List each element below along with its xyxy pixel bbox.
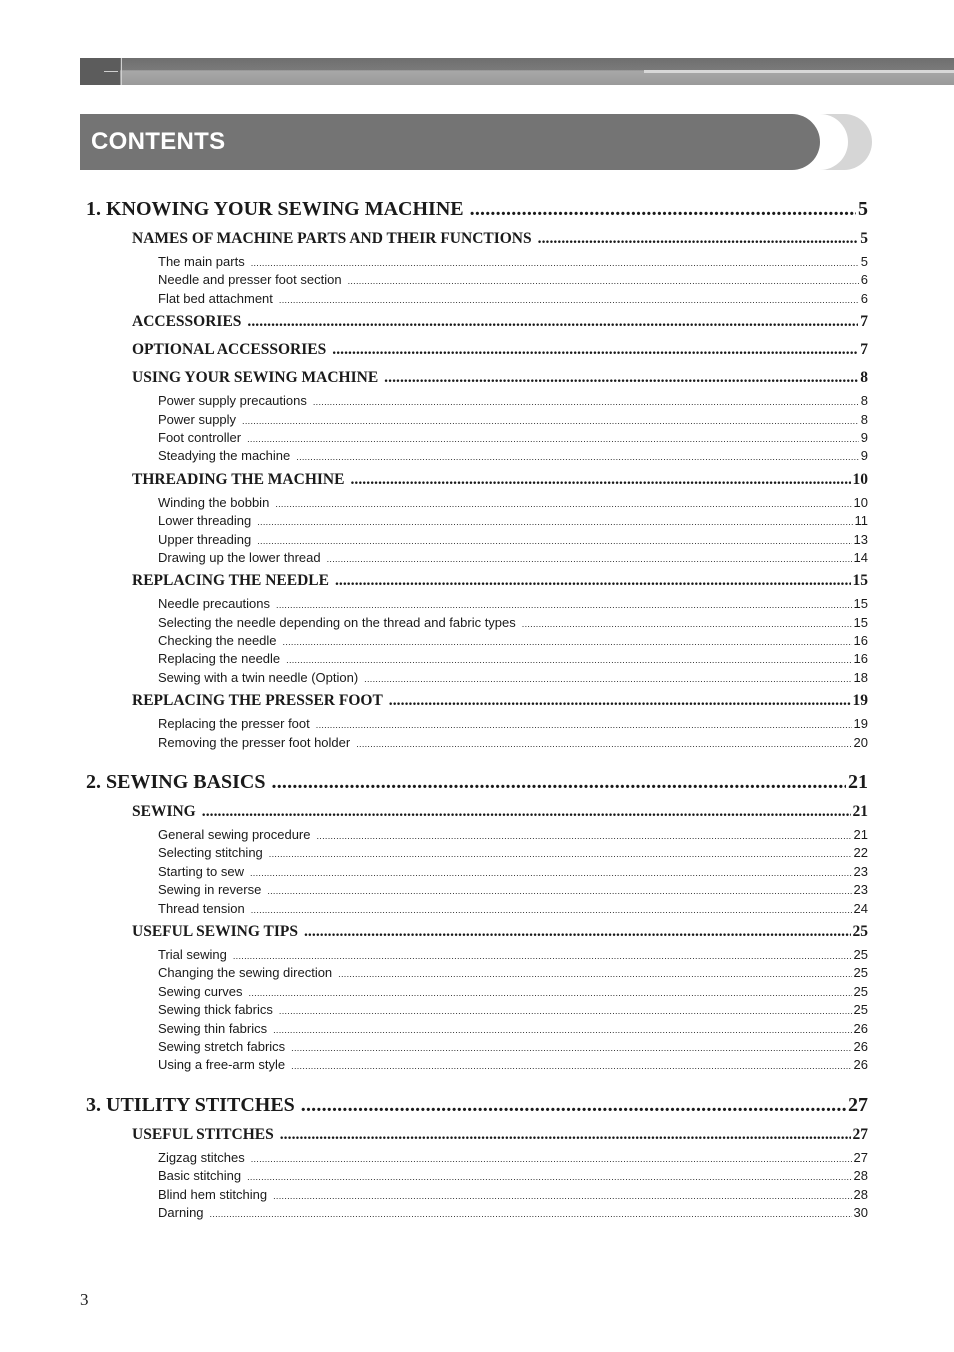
dot-leader bbox=[338, 969, 851, 979]
toc-item-title: Needle and presser foot section bbox=[158, 272, 342, 288]
toc-section[interactable] bbox=[86, 1126, 868, 1150]
toc-item-title: Foot controller bbox=[158, 429, 242, 445]
toc-section[interactable] bbox=[86, 923, 868, 947]
dot-leader bbox=[283, 637, 852, 647]
toc-item-page: 9 bbox=[860, 429, 868, 445]
toc-section[interactable] bbox=[86, 313, 868, 337]
toc-item-title: Replacing the needle bbox=[158, 651, 281, 667]
toc-item[interactable] bbox=[86, 651, 868, 669]
toc-item[interactable] bbox=[86, 412, 868, 430]
toc-section-title: USEFUL SEWING TIPS bbox=[132, 922, 298, 940]
dot-leader bbox=[202, 803, 851, 821]
toc-item[interactable] bbox=[86, 550, 868, 568]
toc-item-page: 20 bbox=[853, 734, 868, 750]
toc-item-page: 26 bbox=[853, 1038, 868, 1054]
page-title: CONTENTS bbox=[91, 128, 226, 155]
toc-item[interactable] bbox=[86, 1039, 868, 1057]
toc-section-title: REPLACING THE NEEDLE bbox=[132, 572, 329, 590]
toc-item-title: Flat bed attachment bbox=[158, 290, 273, 306]
toc-item-title: The main parts bbox=[158, 254, 245, 269]
toc-item-page: 28 bbox=[853, 1168, 868, 1184]
table-of-contents bbox=[86, 198, 868, 1223]
toc-item-page: 13 bbox=[853, 531, 868, 547]
dot-leader bbox=[273, 1025, 851, 1035]
toc-item-title: Sewing thick fabrics bbox=[158, 1002, 273, 1018]
toc-item-page: 19 bbox=[853, 716, 868, 732]
toc-item[interactable] bbox=[86, 947, 868, 965]
toc-section-title: ACCESSORIES bbox=[132, 313, 242, 331]
toc-section-title: SEWING bbox=[132, 803, 196, 821]
toc-section-page: 7 bbox=[860, 313, 868, 331]
toc-item-title: Upper threading bbox=[158, 531, 252, 547]
toc-chapter-page: 21 bbox=[848, 771, 868, 794]
dot-leader bbox=[313, 397, 859, 407]
dot-leader bbox=[350, 471, 850, 489]
toc-item-page: 10 bbox=[853, 494, 868, 510]
dot-leader bbox=[335, 572, 851, 590]
dot-leader bbox=[389, 692, 851, 710]
toc-chapter-page: 27 bbox=[848, 1093, 868, 1116]
toc-item-page: 21 bbox=[853, 827, 868, 843]
dot-leader bbox=[247, 1172, 851, 1182]
toc-item-title: Thread tension bbox=[158, 900, 245, 916]
toc-item-page: 14 bbox=[853, 549, 868, 565]
dot-leader bbox=[247, 313, 858, 331]
dot-leader bbox=[279, 295, 859, 305]
toc-item-page: 15 bbox=[853, 614, 868, 630]
dot-leader bbox=[291, 1061, 851, 1071]
top-bar-highlight-line bbox=[644, 70, 954, 73]
dot-leader bbox=[327, 554, 852, 564]
dot-leader bbox=[251, 258, 859, 268]
toc-section-title: USING YOUR SEWING MACHINE bbox=[132, 369, 379, 387]
toc-item-page: 25 bbox=[853, 983, 868, 999]
toc-item[interactable] bbox=[86, 1057, 868, 1075]
dot-leader bbox=[384, 369, 858, 387]
toc-section-title: OPTIONAL ACCESSORIES bbox=[132, 341, 327, 359]
toc-item[interactable] bbox=[86, 254, 868, 272]
dot-leader bbox=[286, 655, 851, 665]
toc-item-page: 11 bbox=[854, 513, 868, 529]
toc-item-title: General sewing procedure bbox=[158, 827, 311, 843]
toc-section-page: 27 bbox=[852, 1125, 868, 1143]
toc-item-title: Sewing curves bbox=[158, 983, 243, 999]
dot-leader bbox=[272, 771, 846, 794]
toc-item-page: 16 bbox=[853, 633, 868, 649]
toc-item[interactable] bbox=[86, 272, 868, 290]
dot-leader bbox=[273, 1191, 851, 1201]
toc-section[interactable] bbox=[86, 803, 868, 827]
toc-item[interactable] bbox=[86, 1150, 868, 1168]
toc-chapter[interactable] bbox=[86, 771, 868, 801]
dot-leader bbox=[251, 1154, 852, 1164]
toc-item-page: 26 bbox=[853, 1020, 868, 1036]
dot-leader bbox=[257, 536, 851, 546]
toc-item-page: 25 bbox=[853, 1002, 868, 1018]
toc-item-title: Selecting stitching bbox=[158, 845, 263, 861]
dot-leader bbox=[257, 517, 852, 527]
toc-item-title: Replacing the presser foot bbox=[158, 716, 310, 732]
dot-leader bbox=[242, 416, 859, 426]
top-bar-divider bbox=[121, 58, 122, 85]
toc-chapter-page: 5 bbox=[858, 198, 868, 220]
dot-leader bbox=[332, 341, 858, 359]
toc-item-title: Sewing stretch fabrics bbox=[158, 1038, 286, 1054]
toc-item-page: 22 bbox=[853, 845, 868, 861]
toc-section-page: 7 bbox=[860, 341, 868, 359]
toc-item-page: 15 bbox=[853, 596, 868, 612]
toc-item-page: 8 bbox=[860, 393, 868, 409]
toc-item[interactable] bbox=[86, 901, 868, 919]
toc-item[interactable] bbox=[86, 827, 868, 845]
toc-item[interactable] bbox=[86, 532, 868, 550]
toc-item-title: Drawing up the lower thread bbox=[158, 549, 321, 565]
toc-item-title: Power supply precautions bbox=[158, 393, 307, 409]
toc-item[interactable] bbox=[86, 448, 868, 466]
toc-item-title: Changing the sewing direction bbox=[158, 965, 333, 981]
toc-item[interactable] bbox=[86, 291, 868, 309]
toc-item[interactable] bbox=[86, 596, 868, 614]
toc-item[interactable] bbox=[86, 495, 868, 513]
dot-leader bbox=[316, 831, 851, 841]
toc-section-page: 10 bbox=[852, 470, 868, 488]
toc-item[interactable] bbox=[86, 513, 868, 531]
toc-chapter-title: 2. SEWING BASICS bbox=[86, 771, 266, 794]
toc-item-page: 30 bbox=[853, 1204, 868, 1220]
dot-leader bbox=[470, 198, 856, 221]
toc-item[interactable] bbox=[86, 670, 868, 688]
dot-leader bbox=[279, 1006, 852, 1016]
toc-item-title: Sewing thin fabrics bbox=[158, 1020, 268, 1036]
dot-leader bbox=[364, 674, 851, 684]
toc-item-title: Checking the needle bbox=[158, 633, 277, 649]
dot-leader bbox=[233, 951, 852, 961]
toc-chapter[interactable] bbox=[86, 198, 868, 228]
toc-section-title: THREADING THE MACHINE bbox=[132, 470, 345, 488]
toc-item-title: Removing the presser foot holder bbox=[158, 734, 351, 750]
toc-item-page: 5 bbox=[860, 254, 868, 269]
dot-leader bbox=[247, 434, 859, 444]
dot-leader bbox=[251, 905, 852, 915]
toc-item-page: 23 bbox=[853, 863, 868, 879]
toc-item-title: Steadying the machine bbox=[158, 448, 291, 464]
toc-item[interactable] bbox=[86, 393, 868, 411]
dot-leader bbox=[276, 600, 852, 610]
toc-section-title: NAMES OF MACHINE PARTS AND THEIR FUNCTIONS bbox=[132, 230, 532, 247]
toc-item-page: 18 bbox=[853, 669, 868, 685]
dot-leader bbox=[301, 1094, 846, 1117]
toc-section-title: REPLACING THE PRESSER FOOT bbox=[132, 692, 383, 710]
dot-leader bbox=[316, 720, 852, 730]
toc-item-title: Basic stitching bbox=[158, 1168, 242, 1184]
toc-item-title: Power supply bbox=[158, 411, 237, 427]
page-number: 3 bbox=[80, 1290, 89, 1309]
toc-section[interactable] bbox=[86, 230, 868, 254]
toc-item-title: Sewing in reverse bbox=[158, 882, 262, 898]
toc-item-page: 26 bbox=[853, 1057, 868, 1073]
toc-item-title: Darning bbox=[158, 1204, 204, 1220]
dot-leader bbox=[348, 276, 859, 286]
toc-item[interactable] bbox=[86, 864, 868, 882]
dot-leader bbox=[304, 923, 851, 941]
toc-item-page: 16 bbox=[853, 651, 868, 667]
toc-chapter-title: 1. KNOWING YOUR SEWING MACHINE bbox=[86, 198, 464, 220]
toc-item[interactable] bbox=[86, 1002, 868, 1020]
toc-section-page: 25 bbox=[852, 922, 868, 940]
toc-item-page: 6 bbox=[860, 272, 868, 288]
toc-item-title: Lower threading bbox=[158, 513, 252, 529]
toc-chapter-title: 3. UTILITY STITCHES bbox=[86, 1093, 295, 1116]
toc-section[interactable] bbox=[86, 692, 868, 716]
top-bar-dark-segment bbox=[80, 58, 120, 85]
toc-item-page: 27 bbox=[853, 1149, 868, 1165]
dot-leader bbox=[275, 499, 851, 509]
toc-item[interactable] bbox=[86, 430, 868, 448]
dot-leader bbox=[356, 739, 851, 749]
toc-item-page: 8 bbox=[860, 411, 868, 427]
toc-section[interactable] bbox=[86, 572, 868, 596]
toc-section-page: 15 bbox=[852, 572, 868, 590]
dot-leader bbox=[250, 868, 852, 878]
toc-item[interactable] bbox=[86, 615, 868, 633]
dot-leader bbox=[296, 452, 859, 462]
toc-section[interactable] bbox=[86, 341, 868, 365]
toc-item[interactable] bbox=[86, 633, 868, 651]
toc-item[interactable] bbox=[86, 735, 868, 753]
toc-item[interactable] bbox=[86, 1168, 868, 1186]
toc-item[interactable] bbox=[86, 965, 868, 983]
toc-item-title: Starting to sew bbox=[158, 863, 244, 879]
dot-leader bbox=[538, 230, 859, 248]
dot-leader bbox=[280, 1126, 851, 1144]
toc-item[interactable] bbox=[86, 716, 868, 734]
toc-item-title: Trial sewing bbox=[158, 946, 227, 962]
toc-item[interactable] bbox=[86, 984, 868, 1002]
toc-item-title: Selecting the needle depending on the thread and fabric types bbox=[158, 614, 516, 630]
dot-leader bbox=[267, 886, 851, 896]
toc-item-page: 23 bbox=[853, 882, 868, 898]
toc-section-title: USEFUL STITCHES bbox=[132, 1125, 274, 1143]
toc-item-page: 24 bbox=[853, 900, 868, 916]
toc-section[interactable] bbox=[86, 369, 868, 393]
toc-item[interactable] bbox=[86, 882, 868, 900]
toc-item-title: Blind hem stitching bbox=[158, 1186, 268, 1202]
dot-leader bbox=[210, 1209, 852, 1219]
top-decorative-bar bbox=[80, 58, 954, 85]
toc-item-title: Using a free-arm style bbox=[158, 1057, 286, 1073]
toc-section-page: 21 bbox=[852, 803, 868, 821]
toc-item-title: Sewing with a twin needle (Option) bbox=[158, 669, 359, 685]
toc-item-page: 28 bbox=[853, 1186, 868, 1202]
toc-item[interactable] bbox=[86, 845, 868, 863]
toc-item-page: 6 bbox=[860, 290, 868, 306]
toc-item-title: Needle precautions bbox=[158, 596, 271, 612]
toc-item[interactable] bbox=[86, 1187, 868, 1205]
contents-header-band bbox=[80, 114, 820, 170]
toc-item-page: 25 bbox=[853, 946, 868, 962]
toc-item-title: Winding the bobbin bbox=[158, 494, 270, 510]
toc-item-page: 25 bbox=[853, 965, 868, 981]
dot-leader bbox=[249, 988, 852, 998]
toc-section[interactable] bbox=[86, 471, 868, 495]
toc-chapter[interactable] bbox=[86, 1094, 868, 1124]
toc-section-page: 19 bbox=[852, 692, 868, 710]
dot-leader bbox=[269, 849, 852, 859]
toc-section-page: 5 bbox=[860, 230, 868, 247]
toc-item-page: 9 bbox=[860, 448, 868, 464]
toc-item-title: Zigzag stitches bbox=[158, 1149, 245, 1165]
toc-item[interactable] bbox=[86, 1021, 868, 1039]
dot-leader bbox=[291, 1043, 851, 1053]
dot-leader bbox=[522, 619, 852, 629]
toc-section-page: 8 bbox=[860, 369, 868, 387]
toc-item[interactable] bbox=[86, 1205, 868, 1223]
